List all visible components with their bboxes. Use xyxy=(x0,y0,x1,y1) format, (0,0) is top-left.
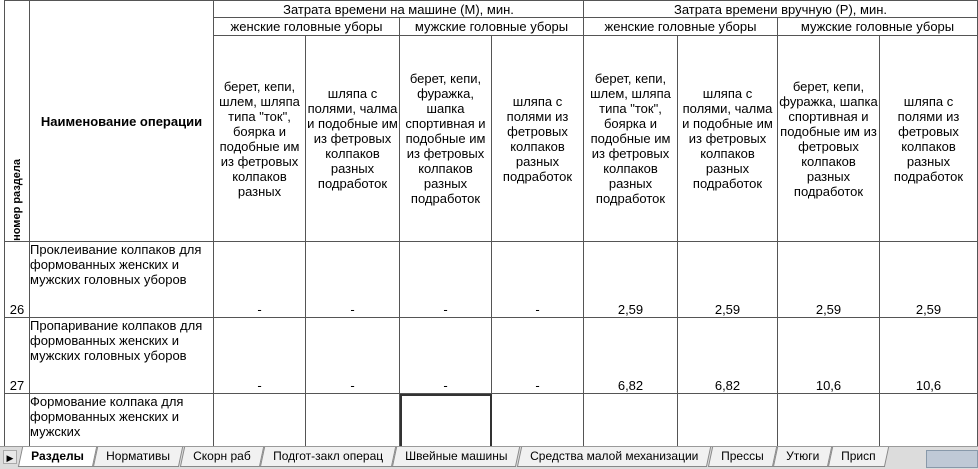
value-cell[interactable] xyxy=(584,394,678,447)
value-cell[interactable]: - xyxy=(492,242,584,318)
value-cell[interactable] xyxy=(214,394,306,447)
value-cell[interactable]: - xyxy=(400,318,492,394)
value-cell[interactable]: - xyxy=(400,242,492,318)
manual-time-header[interactable]: Затрата времени вручную (Р), мин. xyxy=(584,1,978,18)
sheet-tab-pressy[interactable]: Прессы xyxy=(708,447,777,467)
value-cell[interactable] xyxy=(492,394,584,447)
value-cell[interactable]: 2,59 xyxy=(584,242,678,318)
table-row xyxy=(5,242,978,318)
value-cell[interactable]: 2,59 xyxy=(880,242,978,318)
selected-cell[interactable] xyxy=(400,394,492,447)
machine-time-header[interactable]: Затрата времени на машине (М), мин. xyxy=(214,1,584,18)
sheet-tab-shveinye-mashiny[interactable]: Швейные машины xyxy=(392,447,521,467)
value-cell[interactable] xyxy=(678,394,778,447)
value-cell[interactable] xyxy=(306,394,400,447)
value-cell[interactable]: 10,6 xyxy=(880,318,978,394)
manual-men-header[interactable]: мужские головные уборы xyxy=(778,18,978,36)
data-table xyxy=(4,0,978,446)
value-cell[interactable]: 6,82 xyxy=(584,318,678,394)
section-number-header[interactable] xyxy=(5,1,30,242)
tab-nav-next-icon[interactable]: ▶ xyxy=(3,450,17,464)
section-number-cell[interactable]: 27 xyxy=(5,318,30,394)
operation-name-cell[interactable]: Формование колпака для формованных женских и мужских xyxy=(30,394,214,447)
value-cell[interactable]: - xyxy=(306,318,400,394)
operation-name-label: Наименование операции xyxy=(40,113,203,129)
sheet-tabs xyxy=(20,447,883,469)
sheet-tab-razdely[interactable]: Разделы xyxy=(18,447,97,467)
sheet-tab-normativy[interactable]: Нормативы xyxy=(93,447,183,467)
sheet-tab-sredstva[interactable]: Средства малой механизации xyxy=(517,447,712,467)
manual-women-header[interactable]: женские головные уборы xyxy=(584,18,778,36)
sheet-tab-prisp[interactable]: Присп xyxy=(828,447,889,467)
value-cell[interactable]: 2,59 xyxy=(678,242,778,318)
machine-men-header[interactable]: мужские головные уборы xyxy=(400,18,584,36)
horizontal-scrollbar[interactable] xyxy=(926,450,978,468)
column-header-4[interactable]: шляпа с полями из фетровых колпаков разных подработок xyxy=(492,36,584,242)
column-header-5[interactable]: берет, кепи, шлем, шляпа типа "ток", боярка и подобные им из фетровых колпаков разных подработок xyxy=(584,36,678,242)
column-header-7[interactable]: берет, кепи, фуражка, шапка спортивная и подобные им из фетровых колпаков разных подработок xyxy=(778,36,880,242)
value-cell[interactable] xyxy=(880,394,978,447)
sheet-tab-bar xyxy=(0,446,978,469)
column-header-3[interactable]: берет, кепи, фуражка, шапка спортивная и подобные им из фетровых колпаков разных подработок xyxy=(400,36,492,242)
value-cell[interactable]: 2,59 xyxy=(778,242,880,318)
value-cell[interactable]: - xyxy=(492,318,584,394)
value-cell[interactable]: 10,6 xyxy=(778,318,880,394)
sheet-tab-podgot-zakl[interactable]: Подгот-закл операц xyxy=(259,447,395,467)
column-header-6[interactable]: шляпа с полями, чалма и подобные им из фетровых колпаков разных подработок xyxy=(678,36,778,242)
column-header-2[interactable]: шляпа с полями, чалма и подобные им из фетровых колпаков разных подработок xyxy=(306,36,400,242)
machine-women-header[interactable]: женские головные уборы xyxy=(214,18,400,36)
value-cell[interactable]: 6,82 xyxy=(678,318,778,394)
section-number-cell[interactable]: 26 xyxy=(5,242,30,318)
sheet-tab-utyugi[interactable]: Утюги xyxy=(773,447,832,467)
section-number-cell[interactable] xyxy=(5,394,30,447)
sheet-tab-skorn-rab[interactable]: Скорн раб xyxy=(179,447,263,467)
value-cell[interactable]: - xyxy=(306,242,400,318)
column-header-1[interactable]: берет, кепи, шлем, шляпа типа "ток", боярка и подобные им из фетровых колпаков разных xyxy=(214,36,306,242)
value-cell[interactable] xyxy=(778,394,880,447)
operation-name-header[interactable] xyxy=(30,1,214,242)
table-row xyxy=(5,394,978,447)
operation-name-cell[interactable]: Проклеивание колпаков для формованных женских и мужских головных уборов xyxy=(30,242,214,318)
value-cell[interactable]: - xyxy=(214,242,306,318)
section-number-label: номер раздела xyxy=(10,159,23,241)
value-cell[interactable]: - xyxy=(214,318,306,394)
operation-name-cell[interactable]: Пропаривание колпаков для формованных женских и мужских головных уборов xyxy=(30,318,214,394)
column-header-8[interactable]: шляпа с полями из фетровых колпаков разных подработок xyxy=(880,36,978,242)
table-row xyxy=(5,318,978,394)
